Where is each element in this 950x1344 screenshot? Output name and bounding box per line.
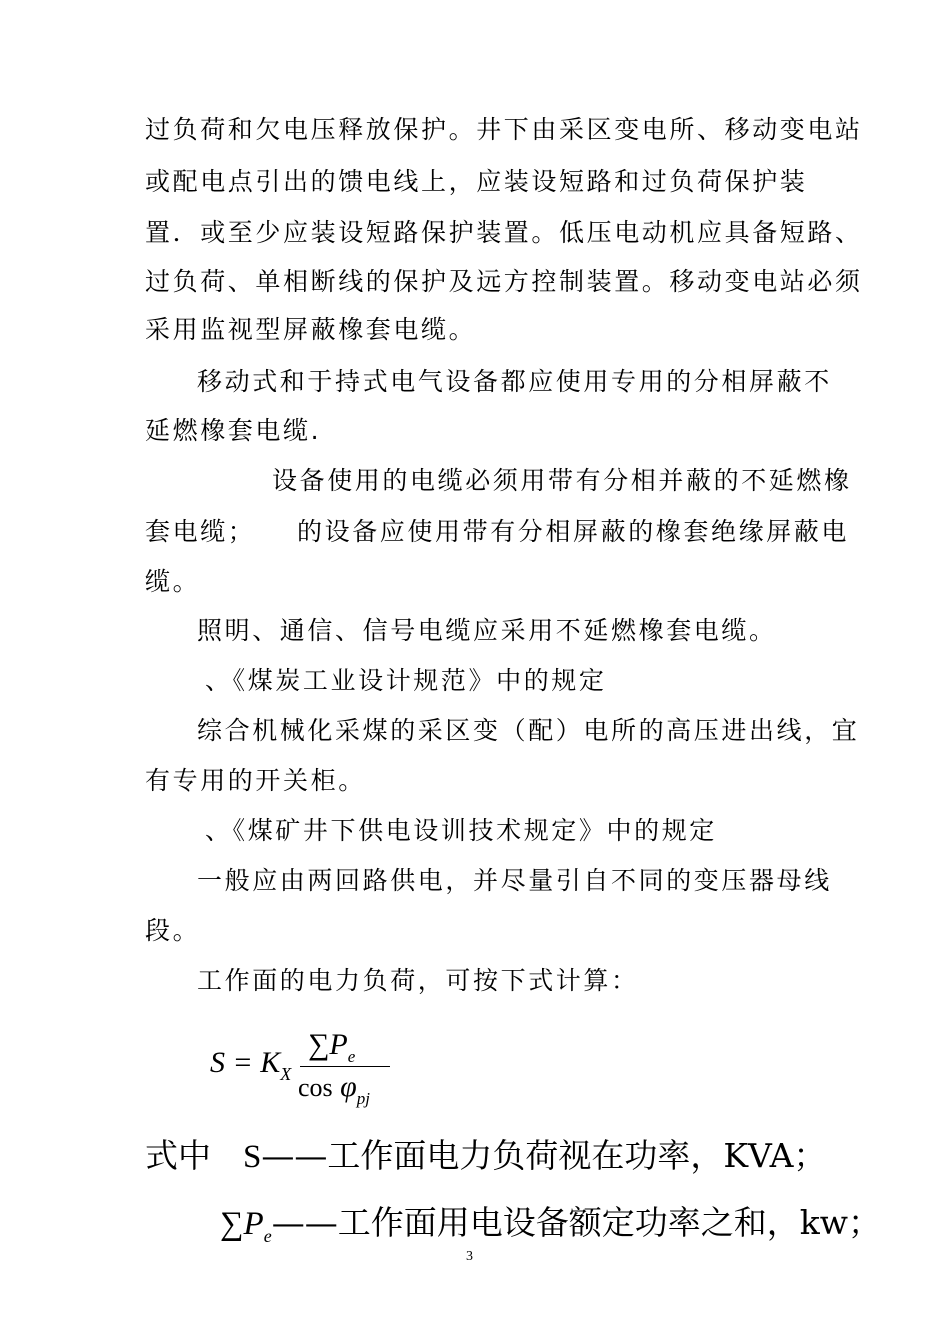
page-number: 3 (466, 1249, 473, 1264)
paragraph-line: 或配电点引出的馈电线上，应装设短路和过负荷保护装 (145, 167, 808, 196)
paragraph-line: 设备使用的电缆必须用带有分相并蔽的不延燃橡 (272, 466, 852, 495)
paragraph-line: 移动式和于持式电气设备都应使用专用的分相屏蔽不 (197, 367, 832, 396)
paragraph-line: 置．或至少应装设短路保护装置。低压电动机应具备短路、 (145, 218, 863, 247)
formula-lhs: $S = K_X$ (210, 1046, 292, 1084)
load-formula (210, 1028, 470, 1106)
section-heading: 、《煤矿井下供电设训技术规定》中的规定 (205, 816, 717, 845)
paragraph-line: 综合机械化采煤的采区变（配）电所的高压进出线，宜 (197, 716, 860, 745)
paragraph-line: 有专用的开关柜。 (145, 766, 366, 795)
paragraph-line: 照明、通信、信号电缆应采用不延燃橡套电缆。 (197, 616, 777, 645)
paragraph-line: 采用监视型屏蔽橡套电缆。 (145, 315, 477, 344)
paragraph-line: 工作面的电力负荷，可按下式计算： (197, 966, 639, 995)
paragraph-line: 缆。 (145, 567, 201, 596)
paragraph-line: 套电缆； (145, 517, 256, 546)
paragraph-line: 段。 (145, 916, 201, 945)
paragraph-line: 的设备应使用带有分相屏蔽的橡套绝缘屏蔽电 (297, 517, 850, 546)
definition-s: 式中 S——工作面电力负荷视在功率，KVA； (145, 1136, 827, 1175)
formula-numerator: $\sum P_e$ (308, 1028, 356, 1066)
paragraph-line: 延燃橡套电缆. (145, 416, 322, 445)
paragraph-line: 过负荷和欠电压释放保护。井下由采区变电所、移动变电站 (145, 115, 863, 144)
section-heading: 、《煤炭工业设计规范》中的规定 (205, 666, 607, 695)
paragraph-line: 一般应由两回路供电，并尽量引自不同的变压器母线 (197, 866, 832, 895)
fraction-bar (300, 1066, 390, 1067)
definition-sum-pe: $\sum P_e——$工作面用电设备额定功率之和，kw； (220, 1203, 881, 1246)
formula-denominator: $\cos \varphi_{pj}$ (298, 1070, 371, 1108)
paragraph-line: 过负荷、单相断线的保护及远方控制装置。移动变电站必须 (145, 267, 863, 296)
